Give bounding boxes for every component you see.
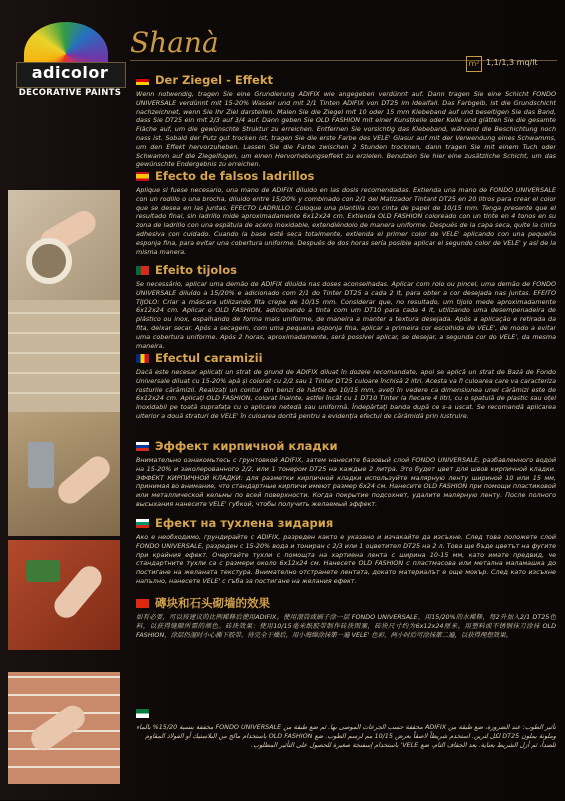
photo-tape-application xyxy=(8,190,120,300)
photo-trowel-application xyxy=(8,412,120,536)
section-text: Se necessário, aplicar uma demão de ADIFIX diluída nas doses aconselhadas. Aplicar com rolo ou pincel, uma demão de FONDO UNIVERSALE diluído a 15/20% e adicionado com 2/1 do Tinter DT25 a cada 2 lt, para obter a cor desejada nas juntas. EFEITO TIJOLO: Criar a máscara utilizando fita crepe de 10/15 mm. Considerar que, no resultado, um tijolo mede aproximadamente 6x12x24 cm. Aplicar o OLD FASHION, adicionando a tinta com um DT10 para cada 4 lt, utilizando uma desempenadeira de plástico ou inox, espalhando de forma mais uniforme, de maneira a manter a textura desejada. Após a aplicação e retirada da fita, deixar secar. Após a secagem, com uma pequena esponja fina, aplicar a primeira cor escolhida de VELE', de modo a evitar uma cobertura uniforme. Após 2 horas, aproximadamente, será possível aplicar, se desejar, a segunda cor do VELE', da mesma maneira. xyxy=(136,280,556,350)
flag-china-icon xyxy=(136,599,149,608)
section-title: Efeito tijolos xyxy=(155,263,237,277)
section-pt xyxy=(136,262,556,350)
flag-germany-icon xyxy=(136,76,149,85)
section-text: Aplique si fuese necesario, una mano de ADIFIX diluido en las dosis recomendadas. Extienda una mano de FONDO UNIVERSALE con un rodillo o una brocha, diluido entre 15/20% y combinado con 2/1 del Matizador Tintant DT25 en 20 litros para crear el color que se desea en las juntas. EFECTO LADRILLO: Coloque una plantilla con cinta de papel de 10/15 mm. Tenga presente que el resultado final, sin ladrillo mide aproximadamente 6x12x24 cm. Extienda OLD FASHION coloreado con un tinte en 4 tonos en su zona de ladrillo con una espátula de acero inoxidable, extendiéndolo de manera uniforme. Después de la capa seca, quite la cinta adhesiva con cuidado. Cuando la base esté seca totalmente, extienda el primer color de VELE' aplicando con una pequeña esponja fina, para evitar una cobertura uniforme. Después de dos horas sería posible aplicar el segundo color de VELE' y así de la misma manera. xyxy=(136,186,556,256)
photo-sponge-application xyxy=(8,540,120,650)
section-text: Внимательно ознакомьтесь с грунтовкой ADIFIX, затем нанесите базовый слой FONDO UNIVERSALE, разбавленного водой на 15-20% и заколерованного 2/2, или 1 тонером DT25 на каждые 2 литра. Это будет цвет для швов кирпичной кладки. ЭФФЕКТ КИРПИЧНОЙ КЛАДКИ: для разметки кирпичной кладки используйте малярную ленту шириной 10 или 15 мм, принимая во внимание, что стандартные кирпичи имеют размер 6x24 см. Нанесите OLD FASHION при помощи пластиковой или металлической кельмы по всей поверхности. Когда покрытие подсохнет, удалите малярную ленту. После полного высыхания нанесите VELE' губкой, чтобы получить желаемый эффект. xyxy=(136,456,556,508)
section-title: Efectul caramizii xyxy=(155,351,263,365)
section-bg xyxy=(136,515,556,595)
section-ru xyxy=(136,438,556,518)
section-ar xyxy=(136,705,556,801)
section-zh xyxy=(136,595,556,703)
brand-tagline: DECORATIVE PAINTS xyxy=(18,88,122,98)
section-title: Эффект кирпичной кладки xyxy=(155,439,338,453)
section-text: 如有必要，可以按建议的比例稀释后使用ADIFIX。使用滚筒或刷子涂一层 FONDO UNIVERSALE，用15/20%的水稀释，每2升加入2/1 DT25色料，以获得缝隙所需的颜色。砖块效果：使用10/15毫米纸胶带制作砖块图案，砖块尺寸约为6x12x24厘米。用塑料或不锈钢抹刀涂抹 OLD FASHION，涂层仍湿时小心撕下胶带。待完全干燥后，用小海绵涂抹第一遍 VELE' 色彩，两小时后可涂抹第二遍，以获得理想效果。 xyxy=(136,613,556,639)
flag-russia-icon xyxy=(136,442,149,451)
section-text: Ако е необходимо, грундирайте с ADIFIX, разреден както е указано и изчакайте да изсъхне. След това положете слой FONDO UNIVERSALE, разреден с 15-20% вода и тониран с 2/3 или 1 оцветител DT25 на 2 л. Това ще бъде цветът на фугите при крайния ефект. Очертайте тухли с помощта на хартиена лента с ширина 10-15 мм, като имате предвид, че стандартните тухли са с размери около 6x12x24 см. Нанесете OLD FASHION с пластмасова или метална маламашка до постигане на желаната текстура. Внимателно отстранете лентата, докато материалът е още мокър. След като изсъхне напълно, нанесете VELE' с гъба за постигане на желания ефект. xyxy=(136,533,556,585)
section-text: Wenn notwendig, tragen Sie eine Grundierung ADIFIX wie angegeben verdünnt auf. Dann tragen Sie eine Schicht FONDO UNIVERSALE verdünnt mit 15-20% Wasser und mit 2/1 Tinten ADIFIX von DT25 im Idealfall. Das Farbgelb, ist die Grundschicht nachzeichnet, wenn Sie Ihr Ziel darstellen. Malen Sie die Ziegel mit 10 oder 15 mm Klebeband auf und beseitigen Sie das Band, dass Sie DT25 ein mit 2/3 auf 3/4 auf. Dann geben Sie OLD FASHION mit einer Kunstkelle oder Kelle und glätten Sie die gesamte Fläche auf, um die gewünschte Struktur zu erreichen. Entfernen Sie vorsichtig das Klebeband, während die Beschichtung noch nass ist. Sobald der Putz gut trocken ist, tragen Sie die erste Farbe des VELE' Glasur auf mit der Verwendung eines Schwamms, um den Effekt hervorzuheben. Lassen Sie die Farbe zwischen 2 Stunden trocknen, dann tragen Sie mit einem Tuch oder Schwamm auf die Ziegelfugen, um einen Hervorhebungseffekt zu erzielen. Benutzen Sie hier eine zusätzliche Schicht, um das gewünschte Endergebnis zu erreichen. xyxy=(136,90,556,169)
section-text: Dacă este necesar aplicați un strat de grund de ADIFIX diluat în dozele recomandate, apoi se aplică un strat de Bază de Fondo Universale diluat cu 15-20% apă și colorat cu 2/2 sau 1 Tinter DT25 culoare închisă 2 litri. Acesta va fi culoarea care va caracteriza rosturile cărămizii. Realizați un contur din benzi de hârtie de 10/15 mm, aveți în vedere ca dimensiunea unei cărămizi este de 6x12x24 cm. Aplicați OLD FASHION, colorat înainte, astfel încât cu 1 DT10 Tinter la fiecare 4 litri, cu o spatulă de plastic sau oțel inoxidabil pe toată suprafața cu o aplicare netedă sau uniformă. Îndepărtați banda după ce s-a uscat. Se recomandă aplicarea ulterior a două straturi de VELE' în culoarea dorită pentru a evidenția efectul de cărămidă prin lustruire. xyxy=(136,368,556,420)
flag-romania-icon xyxy=(136,354,149,363)
flag-arabic-icon xyxy=(136,709,149,718)
section-es xyxy=(136,168,556,256)
coverage-value: 1,1/1,3 mq/lt xyxy=(486,58,538,67)
photo-brick-pattern xyxy=(8,300,120,412)
section-text: تأثير الطوب: عند الضرورة، ضع طبقة من ADIFIX مخففة حسب الجرعات الموصى بها. ثم ضع طبقة من FONDO UNIVERSALE مخففة بنسبة 15/20% بالماء وملونة بملون DT25 لكل لترين. استخدم شريطاً لاصقاً بعرض 10/15 مم لرسم الطوب. ضع OLD FASHION باستخدام مالج من البلاستيك أو الفولاذ المقاوم للصدأ، ثم أزل الشريط بعناية. بعد الجفاف التام، ضع VELE' باستخدام إسفنجة صغيرة للحصول على التأثير المطلوب. xyxy=(136,723,556,749)
flag-spain-icon xyxy=(136,172,149,181)
brand-name: adicolor xyxy=(31,63,109,82)
section-title: Der Ziegel - Effekt xyxy=(155,73,273,87)
photo-finished-brick-wall xyxy=(8,672,120,784)
section-de xyxy=(136,72,556,170)
section-title: Ефект на тухлена зидария xyxy=(155,516,334,530)
flag-portugal-icon xyxy=(136,266,149,275)
square-meter-icon: m² xyxy=(466,56,482,72)
brand-logo xyxy=(10,22,120,104)
section-title: 磚块和石头砌墙的效果 xyxy=(155,596,270,610)
section-title: Efecto de falsos ladrillos xyxy=(155,169,315,183)
section-ro xyxy=(136,350,556,438)
flag-bulgaria-icon xyxy=(136,519,149,528)
product-title: Shanà xyxy=(130,26,219,59)
